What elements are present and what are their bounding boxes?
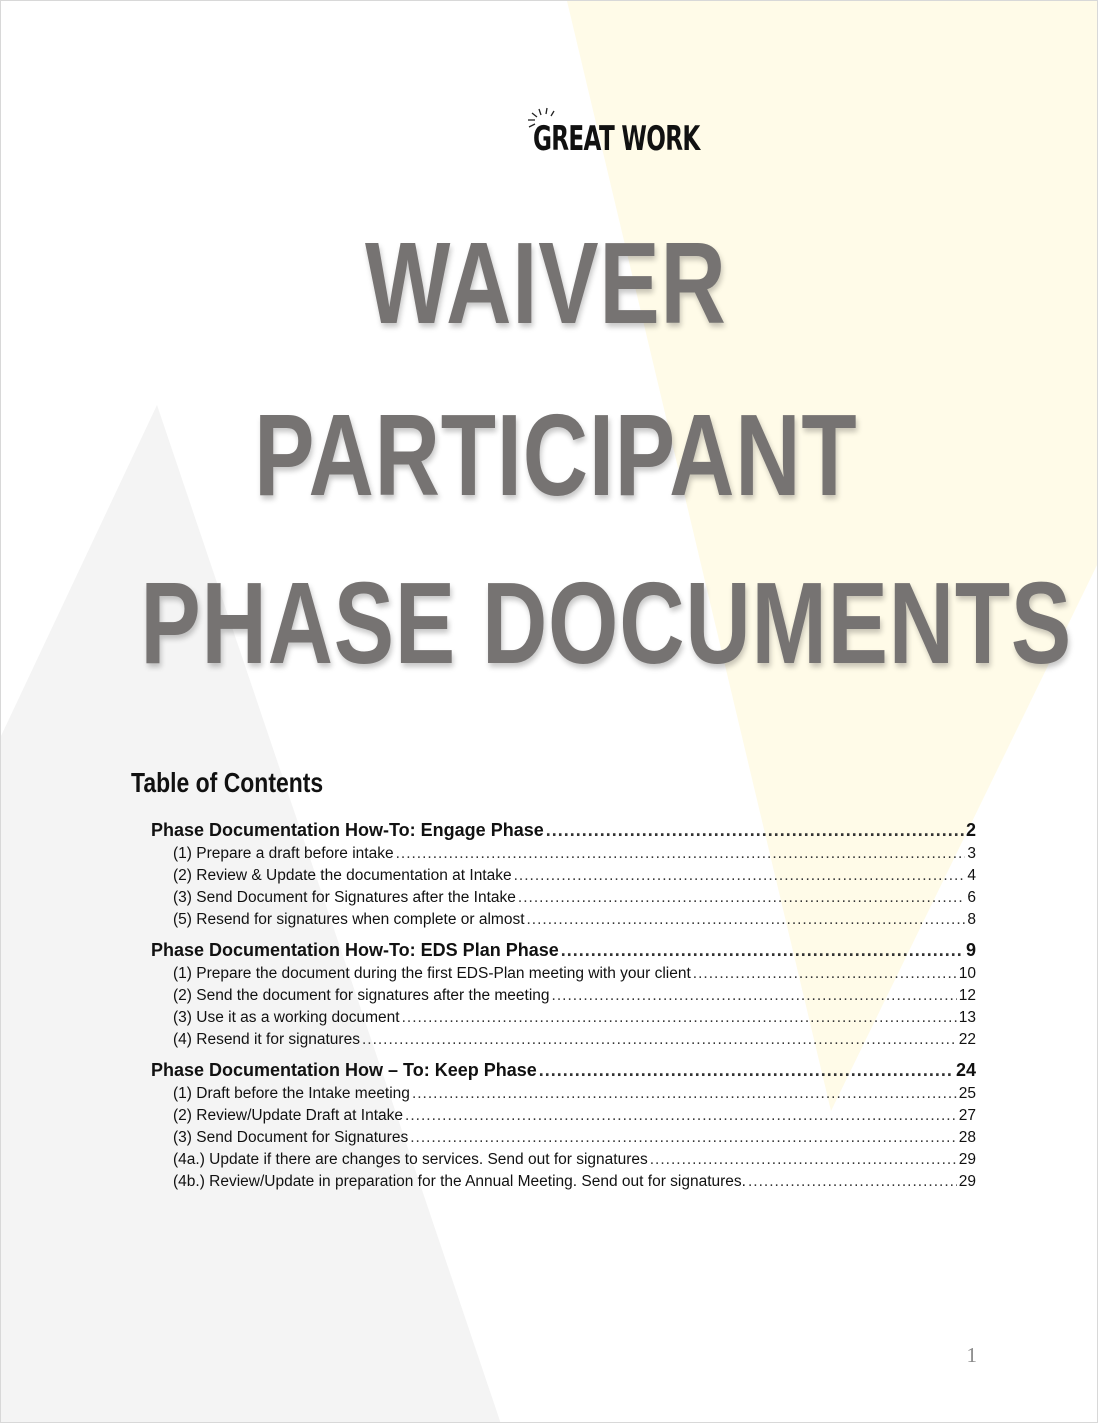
toc-entry[interactable]: (1) Prepare a draft before intake ..... 3 xyxy=(151,843,976,865)
toc-entry[interactable]: (4) Resend it for signatures ..... 22 xyxy=(151,1029,976,1051)
toc-section-keep xyxy=(151,1058,976,1193)
toc-entry[interactable]: (2) Review & Update the documentation at Intake ..... 4 xyxy=(151,865,976,887)
toc-entry[interactable]: Phase Documentation How – To: Keep Phase ..... 24 xyxy=(151,1058,976,1083)
toc-leader-dots xyxy=(527,909,966,931)
toc-leader-dots xyxy=(405,1105,957,1127)
table-of-contents xyxy=(151,818,976,1200)
toc-entry[interactable]: (2) Send the document for signatures after the meeting ..... 12 xyxy=(151,985,976,1007)
title-line-3: PHASE DOCUMENTS xyxy=(140,558,1073,688)
toc-section-engage xyxy=(151,818,976,931)
toc-entry[interactable]: (4b.) Review/Update in preparation for the Annual Meeting. Send out for signatures. ..... 29 xyxy=(151,1171,976,1193)
page-number: 1 xyxy=(966,1343,977,1367)
toc-leader-dots xyxy=(412,1083,957,1105)
title-line-2: PARTICIPANT xyxy=(254,390,858,520)
toc-entry[interactable]: Phase Documentation How-To: Engage Phase ..... 2 xyxy=(151,818,976,843)
toc-entry[interactable]: (5) Resend for signatures when complete or almost ..... 8 xyxy=(151,909,976,931)
background-shapes xyxy=(1,1,1098,1423)
toc-leader-dots xyxy=(546,818,964,843)
toc-leader-dots xyxy=(561,938,964,963)
toc-entry[interactable]: (4a.) Update if there are changes to services. Send out for signatures ..... 29 xyxy=(151,1149,976,1171)
title-line-1: WAIVER xyxy=(365,218,727,348)
toc-entry[interactable]: (3) Use it as a working document ..... 13 xyxy=(151,1007,976,1029)
toc-leader-dots xyxy=(402,1007,957,1029)
toc-leader-dots xyxy=(396,843,966,865)
toc-leader-dots xyxy=(518,887,965,909)
toc-leader-dots xyxy=(650,1149,957,1171)
toc-entry[interactable]: (3) Send Document for Signatures ..... 28 xyxy=(151,1127,976,1149)
toc-leader-dots xyxy=(748,1171,957,1193)
toc-leader-dots xyxy=(362,1029,957,1051)
toc-section-eds-plan xyxy=(151,938,976,1051)
toc-entry[interactable]: (1) Prepare the document during the first EDS-Plan meeting with your client ..... 10 xyxy=(151,963,976,985)
toc-entry[interactable]: (3) Send Document for Signatures after the Intake ..... 6 xyxy=(151,887,976,909)
great-work-logo xyxy=(523,105,700,167)
toc-leader-dots xyxy=(410,1127,957,1149)
toc-entry[interactable]: (2) Review/Update Draft at Intake ..... 27 xyxy=(151,1105,976,1127)
toc-heading: Table of Contents xyxy=(131,767,324,798)
toc-leader-dots xyxy=(514,865,966,887)
toc-leader-dots xyxy=(552,985,957,1007)
toc-entry[interactable]: (1) Draft before the Intake meeting ..... 25 xyxy=(151,1083,976,1105)
toc-leader-dots xyxy=(693,963,957,985)
logo-text: GREAT WORK xyxy=(533,119,700,159)
toc-leader-dots xyxy=(539,1058,954,1083)
toc-entry[interactable]: Phase Documentation How-To: EDS Plan Phase ..... 9 xyxy=(151,938,976,963)
